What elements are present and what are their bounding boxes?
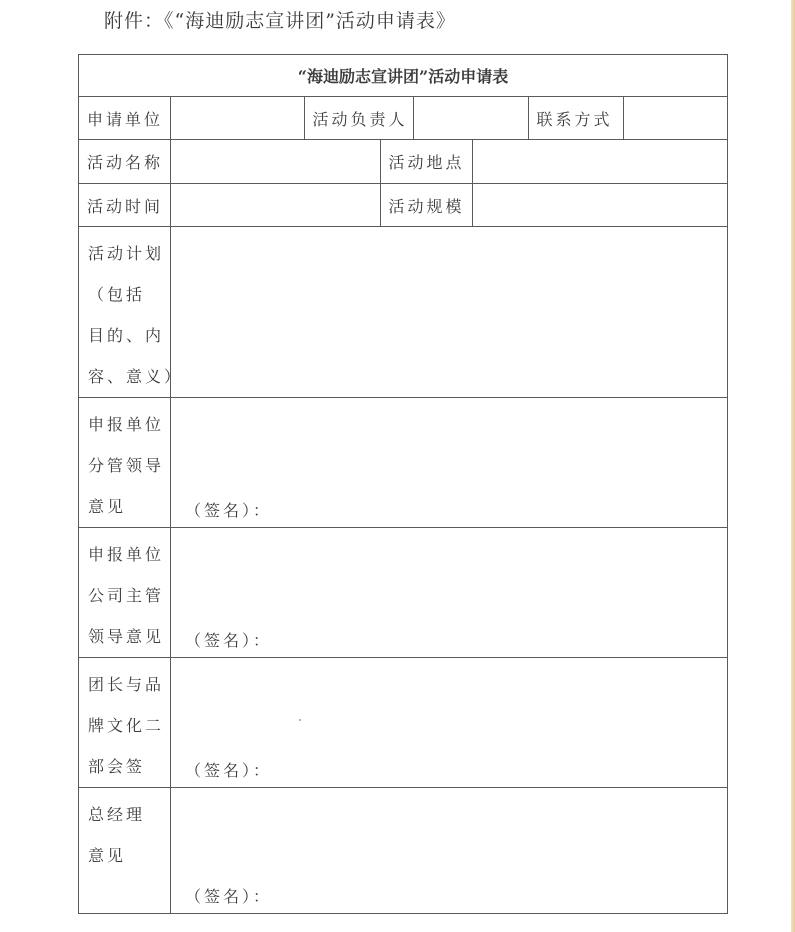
brand-dept-label-line: 部会签 [88,757,146,776]
signature-label: （签名）： [185,761,273,780]
brand-dept-row [79,658,728,788]
signature-label: （签名）： [185,887,273,906]
applicant-row-cells [171,97,728,140]
activity-time-row-inner [171,184,728,226]
dept-leader-label-line: 意见 [88,497,127,516]
activity-time-field[interactable] [171,184,380,226]
applicant-row-inner [171,97,728,139]
gm-sign-field[interactable] [171,788,728,914]
signature-label: （签名）： [185,501,273,520]
brand-dept-sign-field[interactable] [171,658,728,788]
applicant-row [79,97,728,140]
activity-place-field[interactable] [472,140,728,183]
gm-row [79,788,728,914]
gm-label [79,788,171,914]
dept-leader-label-line: 分管领导 [88,456,165,475]
dept-leader-row [79,398,728,528]
activity-plan-label-line: 容、意义） [88,367,184,386]
scan-speck [299,719,301,721]
activity-plan-label-line: 目的、内 [88,326,165,345]
activity-name-row-cells [171,140,728,184]
activity-leader-field[interactable] [413,97,528,139]
activity-name-label: 活动名称 [79,140,171,184]
activity-plan-label-line: 活动计划 [88,244,165,263]
brand-dept-label-line: 牌文化二 [88,716,165,735]
company-leader-label-line: 申报单位 [88,545,165,564]
activity-time-label: 活动时间 [79,184,171,227]
form-title: “海迪励志宣讲团”活动申请表 [79,55,728,97]
brand-dept-label-line: 团长与品 [88,675,165,694]
gm-label-line: 总经理 [88,805,146,824]
activity-plan-label-line: （包括 [88,285,146,304]
activity-time-row [79,184,728,227]
applicant-unit-label: 申请单位 [79,97,171,140]
contact-label: 联系方式 [528,97,623,139]
brand-dept-label [79,658,171,788]
activity-place-label: 活动地点 [380,140,472,183]
attachment-caption: 附件：《“海迪励志宣讲团”活动申请表》 [104,10,456,32]
activity-leader-label: 活动负责人 [304,97,413,139]
activity-plan-field[interactable] [171,227,728,398]
activity-time-row-cells [171,184,728,227]
gm-label-line: 意见 [88,846,127,865]
activity-name-row [79,140,728,184]
activity-name-field[interactable] [171,140,380,183]
company-leader-row [79,528,728,658]
dept-leader-label-line: 申报单位 [88,415,165,434]
page-edge-shadow [791,0,795,932]
activity-plan-row [79,227,728,398]
form-title-row [79,55,728,97]
application-form-table [78,54,728,914]
activity-plan-label [79,227,184,398]
company-leader-sign-field[interactable] [171,528,728,658]
dept-leader-label [79,398,171,528]
signature-label: （签名）： [185,631,273,650]
company-leader-label-line: 公司主管 [88,586,165,605]
applicant-unit-field[interactable] [171,97,304,139]
company-leader-label-line: 领导意见 [88,627,165,646]
dept-leader-sign-field[interactable] [171,398,728,528]
contact-field[interactable] [623,97,728,139]
activity-name-row-inner [171,140,728,183]
activity-scale-field[interactable] [472,184,728,226]
company-leader-label [79,528,171,658]
activity-scale-label: 活动规模 [380,184,472,226]
